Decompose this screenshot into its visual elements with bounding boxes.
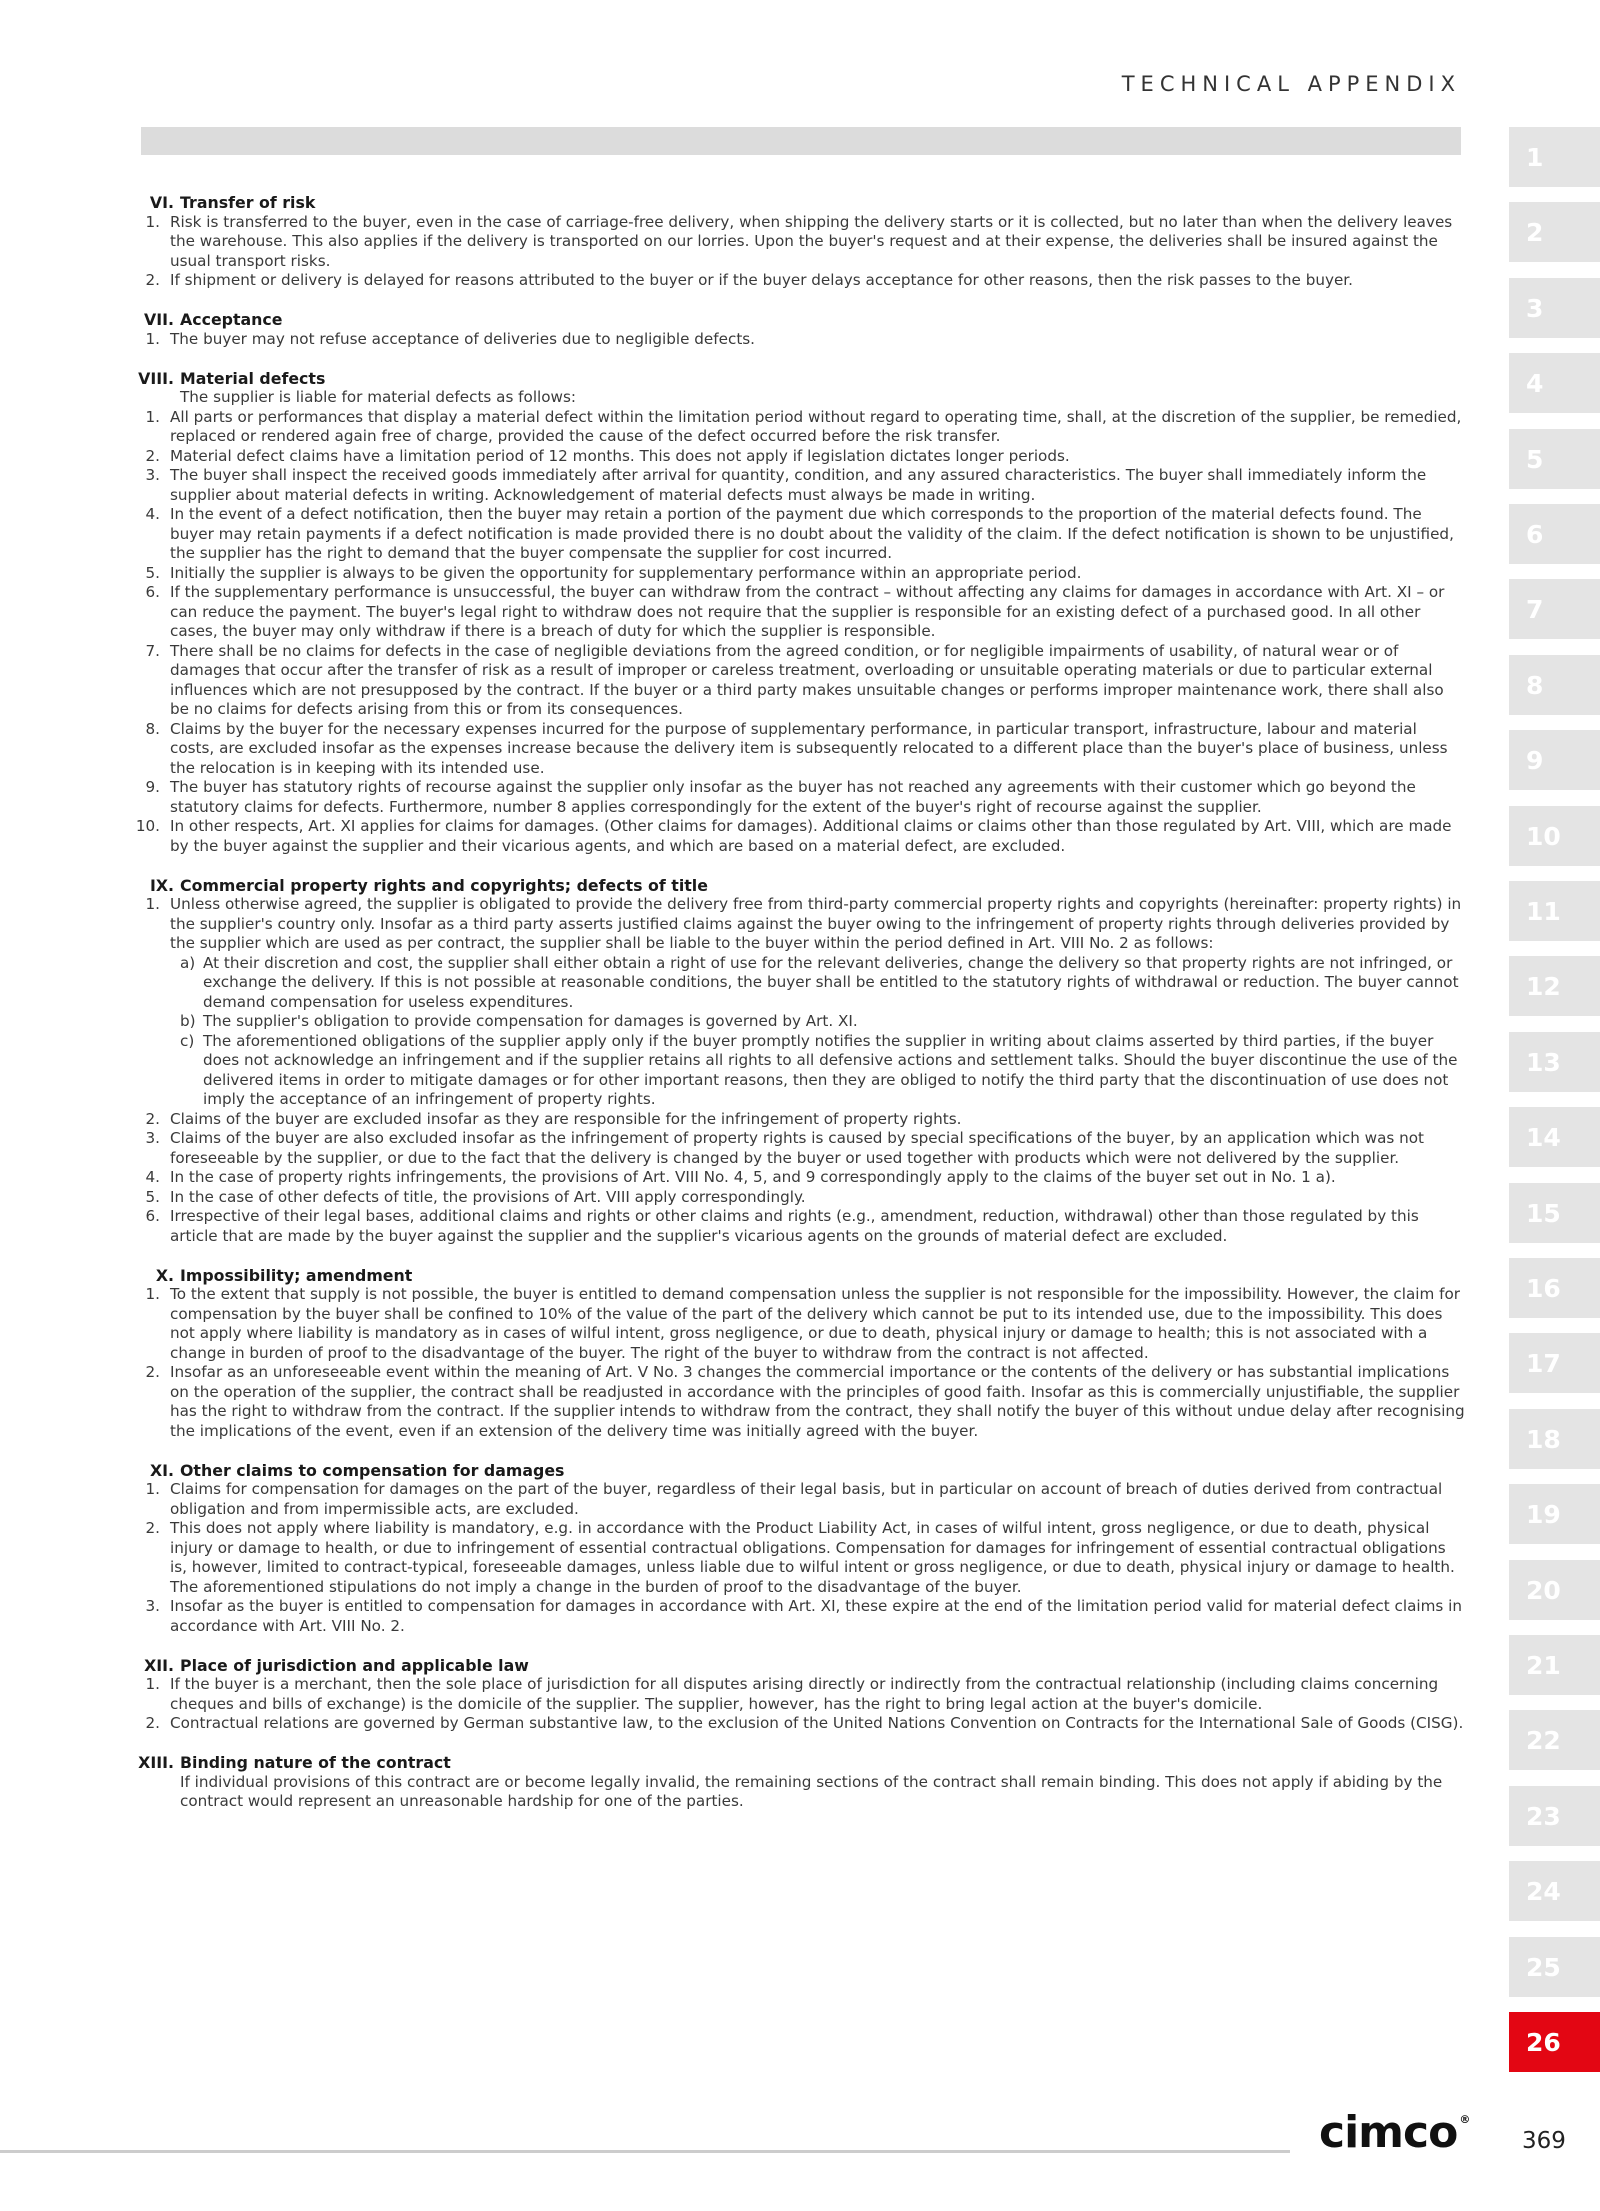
chapter-tab-20[interactable]: 20 (1509, 1560, 1600, 1620)
list-item (130, 447, 1465, 467)
list-item (130, 564, 1465, 584)
item-number: 2. (145, 1363, 160, 1381)
item-text: Risk is transferred to the buyer, even in the case of carriage-free delivery, when shipping the delivery starts or it is collected, but no later than when the delivery leaves the warehouse. This also applies if the delivery is transported on our lorries. Upon the buyer's request and at their expense, the deliveries shall be insured against the usual transport risks. (170, 212, 1453, 270)
item-number: 1. (145, 407, 160, 426)
chapter-tab-23[interactable]: 23 (1509, 1786, 1600, 1846)
section-title: Place of jurisdiction and applicable law (180, 1655, 529, 1675)
section (130, 310, 1465, 349)
chapter-tab-18[interactable]: 18 (1509, 1409, 1600, 1469)
section-title: Binding nature of the contract (180, 1753, 451, 1772)
section (130, 876, 1465, 1247)
list-item (130, 583, 1465, 642)
section (130, 369, 1465, 857)
header-bar (141, 127, 1461, 155)
sub-item-text: The supplier's obligation to provide compensation for damages is governed by Art. XI. (203, 1012, 858, 1030)
item-number: 5. (145, 1187, 160, 1206)
item-number: 1. (145, 212, 160, 231)
list-item (130, 408, 1465, 447)
list-item (130, 642, 1465, 720)
item-number: 9. (145, 778, 160, 796)
item-text: In the event of a defect notification, then the buyer may retain a portion of the payment due which corresponds to the proportion of the material defects found. The buyer may retain payments if a defect notification is made provided there is no doubt about the validity of the claim. If the defect notification is shown to be unjustified, the supplier has the right to demand that the buyer compensate the supplier for cost incurred. (170, 505, 1454, 562)
section (130, 1656, 1465, 1734)
item-text: Claims for compensation for damages on the part of the buyer, regardless of their legal basis, but in particular on account of breach of duties derived from contractual obligation and from impermissible acts, are excluded. (170, 1480, 1443, 1518)
list-item (130, 1597, 1465, 1636)
section-number: VI. (149, 193, 174, 212)
list-item (130, 1188, 1465, 1208)
section-title: Commercial property rights and copyrights; defects of title (180, 875, 708, 895)
item-number: 1. (145, 1675, 160, 1693)
section-number: VIII. (138, 368, 174, 388)
section-heading (130, 1266, 1465, 1286)
sub-item (130, 954, 1465, 1013)
sub-item-letter: c) (180, 1031, 195, 1050)
list-item (130, 330, 1465, 350)
chapter-tab-5[interactable]: 5 (1509, 429, 1600, 489)
item-number: 1. (145, 1480, 160, 1498)
section-number: XII. (144, 1655, 174, 1675)
section-heading (130, 1753, 1465, 1773)
list-item (130, 817, 1465, 856)
sub-item-text: At their discretion and cost, the supplier shall either obtain a right of use for the relevant deliveries, change the delivery so that property rights are not infringed, or exchange the delivery. If this is not possible at reasonable conditions, the buyer shall be entitled to the statutory rights of withdrawal or reduction. The buyer cannot demand compensation for useless expenditures. (203, 953, 1459, 1011)
list-item (130, 1168, 1465, 1188)
item-number: 2. (145, 1519, 160, 1537)
section-number: VII. (144, 310, 174, 329)
section-number: XIII. (138, 1753, 174, 1772)
item-number: 2. (145, 446, 160, 465)
list-item (130, 1480, 1465, 1519)
chapter-tab-22[interactable]: 22 (1509, 1710, 1600, 1770)
item-number: 4. (145, 1168, 160, 1186)
chapter-tab-12[interactable]: 12 (1509, 956, 1600, 1016)
item-text: Insofar as the buyer is entitled to compensation for damages in accordance with Art. XI, these expire at the end of the limitation period valid for material defect claims in accordance with Art. VIII No. 2. (170, 1597, 1462, 1635)
item-number: 2. (145, 1109, 160, 1128)
chapter-tab-16[interactable]: 16 (1509, 1258, 1600, 1318)
item-text: Claims by the buyer for the necessary expenses incurred for the purpose of supplementary performance, in particular transport, infrastructure, labour and material costs, are excluded insofar as the expenses increase because the delivery item is subsequently relocated to a different place than the buyer's place of business, unless the relocation is in keeping with its intended use. (170, 719, 1448, 777)
item-text: Claims of the buyer are also excluded insofar as the infringement of property rights is caused by special specifications of the buyer, by an application which was not foreseeable by the supplier, or due to the fact that the delivery is changed by the buyer or used together with products which were not delivered by the supplier. (170, 1129, 1424, 1167)
list-item (130, 466, 1465, 505)
list-item (130, 505, 1465, 564)
item-number: 2. (145, 271, 160, 289)
section (130, 1266, 1465, 1442)
chapter-tab-9[interactable]: 9 (1509, 730, 1600, 790)
section-heading (130, 1461, 1465, 1481)
item-number: 3. (145, 1129, 160, 1147)
cimco-logo: cimco ® (1319, 2107, 1470, 2158)
page-header-title: TECHNICAL APPENDIX (1121, 72, 1461, 96)
list-item (130, 1363, 1465, 1441)
sub-item-letter: a) (180, 953, 196, 972)
item-text: The buyer has statutory rights of recourse against the supplier only insofar as the buyer has not reached any agreements with their customer which go beyond the statutory claims for defects. Furthermore, number 8 applies correspondingly for the extent of the buyer's right of recourse against the supplier. (170, 778, 1416, 816)
list-item (130, 720, 1465, 779)
item-text: The buyer may not refuse acceptance of deliveries due to negligible defects. (170, 329, 756, 348)
item-number: 7. (145, 641, 160, 660)
list-item (130, 271, 1465, 291)
sub-item (130, 1012, 1465, 1032)
item-text: All parts or performances that display a material defect within the limitation period without regard to operating time, shall, at the discretion of the supplier, be remedied, replaced or rendered again free of charge, provided the cause of the defect occurred before the risk transfer. (170, 407, 1462, 445)
item-text: To the extent that supply is not possible, the buyer is entitled to demand compensation unless the supplier is not responsible for the impossibility. However, the claim for compensation by the buyer shall be confined to 10% of the value of the part of the delivery which cannot be put to its intended use, due to the impossibility. This does not apply where liability is mandatory as in cases of wilful intent, gross negligence, or due to death, physical injury or damage to health; this is not associated with a change in burden of proof to the disadvantage of the buyer. The right of the buyer to withdraw from the contract is not affected. (170, 1285, 1460, 1362)
chapter-tab-11[interactable]: 11 (1509, 881, 1600, 941)
section-heading (130, 1656, 1465, 1676)
section-heading (130, 369, 1465, 389)
chapter-tab-4[interactable]: 4 (1509, 353, 1600, 413)
section (130, 1461, 1465, 1637)
list-item (130, 1519, 1465, 1597)
sub-item (130, 1032, 1465, 1110)
chapter-tab-17[interactable]: 17 (1509, 1333, 1600, 1393)
chapter-tab-19[interactable]: 19 (1509, 1484, 1600, 1544)
chapter-tab-15[interactable]: 15 (1509, 1183, 1600, 1243)
item-number: 1. (145, 895, 160, 913)
item-text: Claims of the buyer are excluded insofar as they are responsible for the infringement of property rights. (170, 1109, 962, 1128)
item-text: Initially the supplier is always to be given the opportunity for supplementary performance within an appropriate period. (170, 563, 1082, 582)
item-number: 4. (145, 505, 160, 523)
section-number: IX. (149, 875, 174, 895)
chapter-tab-6[interactable]: 6 (1509, 504, 1600, 564)
item-number: 6. (145, 1207, 160, 1225)
chapter-tab-3[interactable]: 3 (1509, 278, 1600, 338)
item-text: Contractual relations are governed by German substantive law, to the exclusion of the United Nations Convention on Contracts for the International Sale of Goods (CISG). (170, 1714, 1464, 1732)
item-number: 5. (145, 563, 160, 582)
section-number: X. (155, 1265, 174, 1285)
item-number: 10. (135, 817, 160, 835)
chapter-tab-26[interactable]: 26 (1509, 2012, 1600, 2072)
item-text: Insofar as an unforeseeable event within the meaning of Art. V No. 3 changes the commercial importance or the contents of the delivery or has substantial implications on the operation of the supplier, the contract shall be readjusted in accordance with the principles of good faith. Insofar as this is commercially unjustifiable, the supplier has the right to withdraw from the contract. If the supplier intends to withdraw from the contract, they shall notify the buyer of this without undue delay after recognising the implications of the event, even if an extension of the delivery time was initially agreed with the buyer. (170, 1363, 1465, 1440)
chapter-tab-13[interactable]: 13 (1509, 1032, 1600, 1092)
section (130, 1753, 1465, 1812)
list-item (130, 1207, 1465, 1246)
item-number: 3. (145, 1597, 160, 1615)
item-number: 8. (145, 719, 160, 738)
chapter-tab-10[interactable]: 10 (1509, 806, 1600, 866)
chapter-tab-2[interactable]: 2 (1509, 202, 1600, 262)
chapter-tab-14[interactable]: 14 (1509, 1107, 1600, 1167)
sub-item-text: The aforementioned obligations of the supplier apply only if the buyer promptly notifies the supplier in writing about claims asserted by third parties, if the buyer does not acknowledge an infringement and if the supplier retains all rights to all defensive actions and settlement talks. Should the buyer discontinue the use of the delivered items in order to mitigate damages or for other important reasons, then they are obliged to notify the third party that the discontinuation of use does not imply the acceptance of an infringement of property rights. (203, 1031, 1458, 1108)
item-number: 3. (145, 466, 160, 484)
section-intro: The supplier is liable for material defects as follows: (180, 388, 577, 406)
list-item (130, 1285, 1465, 1363)
item-number: 6. (145, 583, 160, 601)
chapter-tab-24[interactable]: 24 (1509, 1861, 1600, 1921)
section-intro: If individual provisions of this contract are or become legally invalid, the remaining sections of the contract shall remain binding. This does not apply if abiding by the contract would represent an unreasonable hardship for one of the parties. (180, 1772, 1443, 1810)
list-item (130, 1675, 1465, 1714)
item-text: If the buyer is a merchant, then the sole place of jurisdiction for all disputes arising directly or indirectly from the contractual relationship (including claims concerning cheques and bills of exchange) is the domicile of the supplier. The supplier, however, has the right to bring legal action at the buyer's domicile. (170, 1675, 1439, 1713)
section-heading (130, 876, 1465, 896)
item-text: Irrespective of their legal bases, additional claims and rights or other claims and rights (e.g., amendment, reduction, withdrawal) other than those regulated by this article that are made by the buyer against the supplier and the supplier's vicarious agents on the grounds of material defect are excluded. (170, 1207, 1419, 1245)
sub-item-letter: b) (180, 1012, 196, 1030)
item-text: If shipment or delivery is delayed for reasons attributed to the buyer or if the buyer delays acceptance for other reasons, then the risk passes to the buyer. (170, 271, 1353, 289)
item-number: 1. (145, 1285, 160, 1303)
footer-divider (0, 2150, 1290, 2153)
item-text: Material defect claims have a limitation period of 12 months. This does not apply if legislation dictates longer periods. (170, 446, 1070, 465)
page-number: 369 (1522, 2128, 1566, 2154)
section-heading (130, 310, 1465, 330)
section-title: Material defects (180, 368, 326, 388)
section-title: Impossibility; amendment (180, 1265, 413, 1285)
item-text: There shall be no claims for defects in the case of negligible deviations from the agreed condition, or for negligible impairments of usability, of natural wear or of damages that occur after the transfer of risk as a result of improper or careless treatment, overloading or unsuitable operating materials or due to particular external influences which are not presupposed by the contract. If the buyer or a third party makes unsuitable changes or performs improper maintenance work, there shall also be no claims for defects arising from this or from its consequences. (170, 641, 1444, 718)
chapter-tab-25[interactable]: 25 (1509, 1937, 1600, 1997)
section-heading (130, 193, 1465, 213)
list-item (130, 1129, 1465, 1168)
chapter-tab-1[interactable]: 1 (1509, 127, 1600, 187)
item-text: This does not apply where liability is mandatory, e.g. in accordance with the Product Liability Act, in cases of wilful intent, gross negligence, or due to death, physical injury or damage to health, or due to infringement of essential contractual obligations. Compensation for damages for infringement of essential contractual obligations is, however, limited to contract-typical, foreseeable damages, unless liable due to wilful intent or gross negligence, or due to death, physical injury or damage to health. The aforementioned stipulations do not imply a change in the burden of proof to the disadvantage of the buyer. (170, 1519, 1455, 1596)
chapter-tab-7[interactable]: 7 (1509, 579, 1600, 639)
item-text: Unless otherwise agreed, the supplier is obligated to provide the delivery free from third-party commercial property rights and copyrights (hereinafter: property rights) in the supplier's country only. Insofar as a third party asserts justified claims against the buyer owing to the infringement of property rights through deliveries provided by the supplier which are used as per contract, the supplier shall be liable to the buyer within the period defined in Art. VIII No. 2 as follows: (170, 895, 1462, 952)
item-text: The buyer shall inspect the received goods immediately after arrival for quantity, condition, and any assured characteristics. The buyer shall immediately inform the supplier about material defects in writing. Acknowledgement of material defects must always be made in writing. (170, 466, 1427, 504)
section-title: Transfer of risk (180, 193, 316, 212)
list-item (130, 895, 1465, 954)
item-text: In the case of other defects of title, the provisions of Art. VIII apply correspondingly. (170, 1187, 806, 1206)
section (130, 193, 1465, 291)
chapter-tab-8[interactable]: 8 (1509, 655, 1600, 715)
list-item (130, 1714, 1465, 1734)
list-item (130, 213, 1465, 272)
section-number: XI. (149, 1460, 174, 1480)
section-title: Acceptance (180, 310, 283, 329)
item-text: In the case of property rights infringements, the provisions of Art. VIII No. 4, 5, and 9 correspondingly apply to the claims of the buyer set out in No. 1 a). (170, 1168, 1336, 1186)
item-text: In other respects, Art. XI applies for claims for damages. (Other claims for damages). Additional claims or claims other than those regulated by Art. VIII, which are made by the buyer against the supplier and their vicarious agents, and which are based on a material defect, are excluded. (170, 817, 1452, 855)
section-title: Other claims to compensation for damages (180, 1460, 565, 1480)
chapter-tab-21[interactable]: 21 (1509, 1635, 1600, 1695)
document-body (130, 193, 1465, 1831)
list-item (130, 778, 1465, 817)
list-item (130, 1110, 1465, 1130)
item-number: 2. (145, 1714, 160, 1732)
item-number: 1. (145, 329, 160, 348)
item-text: If the supplementary performance is unsuccessful, the buyer can withdraw from the contract – without affecting any claims for damages in accordance with Art. XI – or can reduce the payment. The buyer's legal right to withdraw does not require that the supplier is responsible for an existing defect of a purchased good. In all other cases, the buyer may only withdraw if there is a breach of duty for which the supplier is responsible. (170, 583, 1445, 640)
